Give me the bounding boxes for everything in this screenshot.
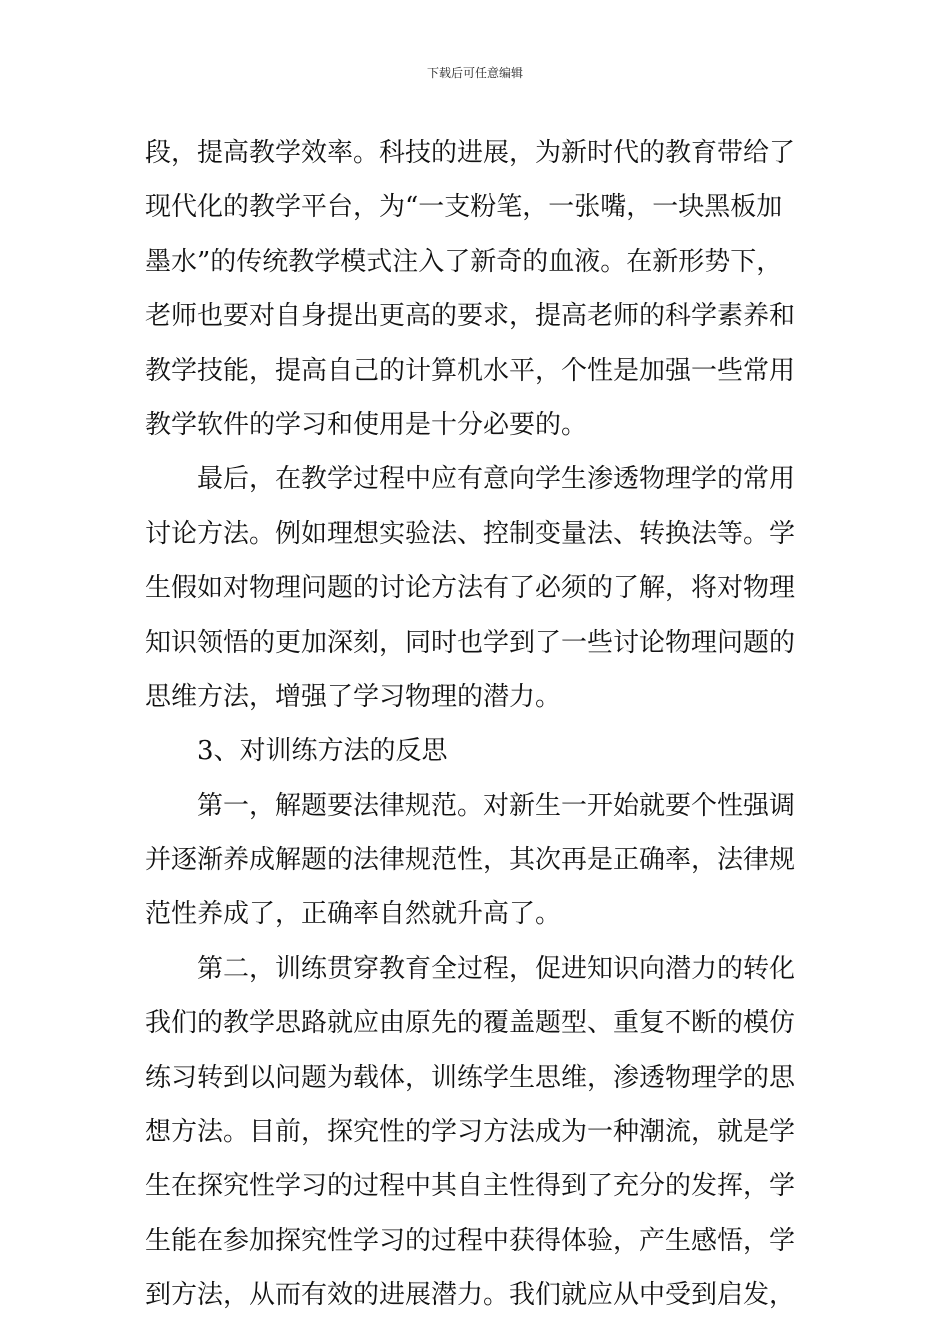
text-line: 墨水”的传统教学模式注入了新奇的血液。在新形势下， xyxy=(145,246,783,277)
text-line: 最后，在教学过程中应有意向学生渗透物理学的常用 xyxy=(197,464,796,495)
text-line: 第一，解题要法律规范。对新生一开始就要个性强调 xyxy=(197,790,796,821)
text-line: 生假如对物理问题的讨论方法有了必须的了解，将对物理 xyxy=(145,573,796,604)
text-line: 现代化的教学平台，为“一支粉笔，一张嘴，一块黑板加 xyxy=(145,192,783,223)
text-line: 教学软件的学习和使用是十分必要的。 xyxy=(145,409,588,440)
text-line: 知识领悟的更加深刻，同时也学到了一些讨论物理问题的 xyxy=(145,627,796,658)
text-line: 想方法。目前，探究性的学习方法成为一种潮流，就是学 xyxy=(145,1117,796,1148)
text-line: 老师也要对自身提出更高的要求，提高老师的科学素养和 xyxy=(145,301,796,332)
text-line: 我们的教学思路就应由原先的覆盖题型、重复不断的模仿 xyxy=(145,1008,796,1039)
text-line: 生在探究性学习的过程中其自主性得到了充分的发挥，学 xyxy=(145,1171,796,1202)
text-line: 讨论方法。例如理想实验法、控制变量法、转换法等。学 xyxy=(145,518,796,549)
page-header: 下载后可任意编辑 xyxy=(426,66,523,80)
text-line: 思维方法，增强了学习物理的潜力。 xyxy=(145,681,562,712)
body-text xyxy=(145,126,810,1323)
text-line: 生能在参加探究性学习的过程中获得体验，产生感悟，学 xyxy=(145,1225,796,1256)
text-line: 并逐渐养成解题的法律规范性，其次再是正确率，法律规 xyxy=(145,845,796,876)
text-line: 练习转到以问题为载体，训练学生思维，渗透物理学的思 xyxy=(145,1062,796,1093)
text-line: 段，提高教学效率。科技的进展，为新时代的教育带给了 xyxy=(145,138,796,168)
text-line: 范性养成了，正确率自然就升高了。 xyxy=(145,899,562,930)
text-line: 教学技能，提高自己的计算机水平，个性是加强一些常用 xyxy=(145,355,796,386)
text-line: 到方法，从而有效的进展潜力。我们就应从中受到启发， xyxy=(145,1280,796,1311)
text-line: 第二，训练贯穿教育全过程，促进知识向潜力的转化 xyxy=(197,953,796,984)
section-heading: 3、对训练方法的反思 xyxy=(197,736,448,767)
